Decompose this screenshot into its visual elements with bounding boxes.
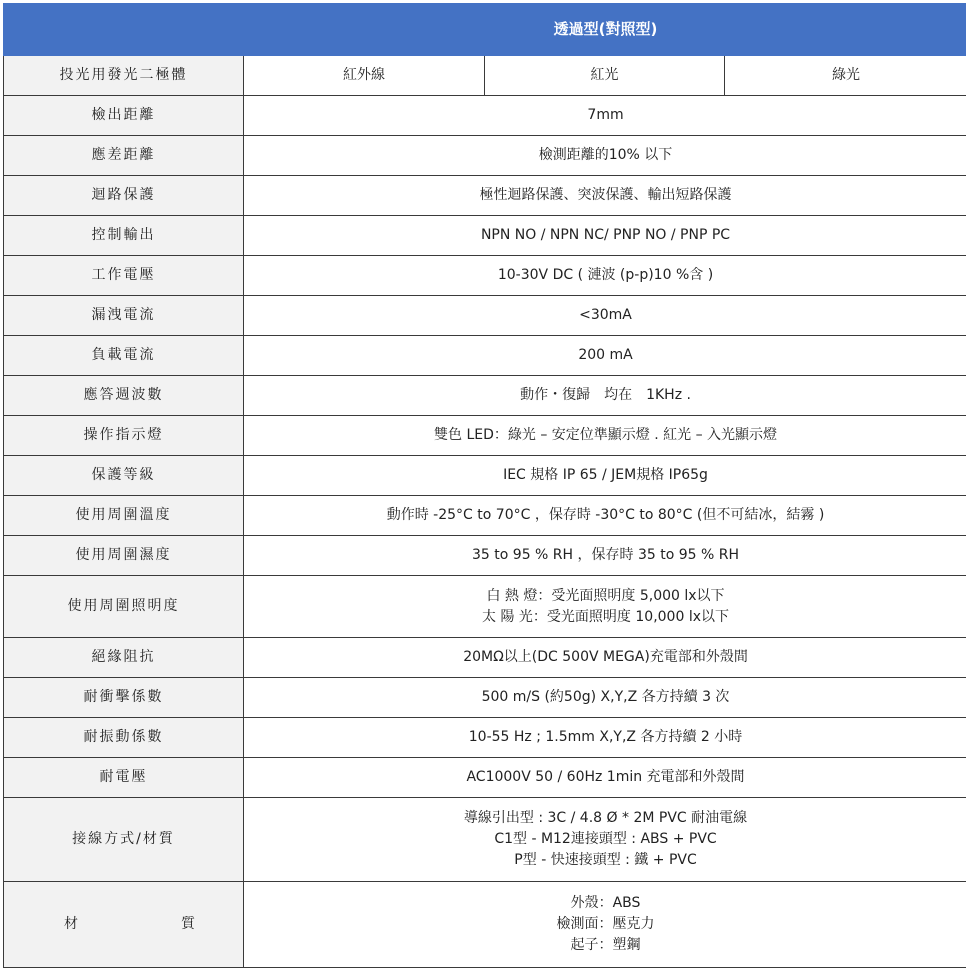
- material-line: 外殼：ABS: [570, 895, 641, 911]
- row-value: 10-55 Hz ; 1.5mm X,Y,Z 各方持續 2 小時: [244, 718, 966, 758]
- row-label: 應答週波數: [4, 376, 244, 416]
- row-label: 使用周圍溫度: [4, 496, 244, 536]
- row-label: 控制輸出: [4, 216, 244, 256]
- table-row: [4, 758, 966, 798]
- row-value: [244, 882, 966, 968]
- material-line: 起子：塑鋼: [570, 937, 641, 953]
- row-value: <30mA: [244, 296, 966, 336]
- row-value: 極性迴路保護、突波保護、輸出短路保護: [244, 176, 966, 216]
- wiring-line: C1型 - M12連接頭型 : ABS + PVC: [494, 831, 717, 847]
- row-value: 雙色 LED：綠光 – 安定位準顯示燈 . 紅光 – 入光顯示燈: [244, 416, 966, 456]
- row-label: 漏洩電流: [4, 296, 244, 336]
- row-label: 操作指示燈: [4, 416, 244, 456]
- table-row: [4, 176, 966, 216]
- header-row: [4, 4, 966, 56]
- table-row: [4, 336, 966, 376]
- table-row-illuminance: [4, 576, 966, 638]
- row-value: IEC 規格 IP 65 / JEM規格 IP65g: [244, 456, 966, 496]
- row-label: 使用周圍濕度: [4, 536, 244, 576]
- material-line: 檢測面：壓克力: [556, 916, 655, 932]
- table-row-wiring: [4, 798, 966, 882]
- table-row: [4, 256, 966, 296]
- row-label: 絕緣阻抗: [4, 638, 244, 678]
- row-label: 使用周圍照明度: [4, 576, 244, 638]
- table-row: [4, 296, 966, 336]
- row-value: [244, 798, 966, 882]
- row-value: 20MΩ以上(DC 500V MEGA)充電部和外殼間: [244, 638, 966, 678]
- row-value: 200 mA: [244, 336, 966, 376]
- wiring-line: 導線引出型 : 3C / 4.8 Ø * 2M PVC 耐油電線: [463, 810, 748, 826]
- row-label: 耐振動係數: [4, 718, 244, 758]
- row-label: 耐衝擊係數: [4, 678, 244, 718]
- header-title: 透過型(對照型): [244, 4, 966, 56]
- row-value: 35 to 95 % RH ，保存時 35 to 95 % RH: [244, 536, 966, 576]
- illuminance-line: 白 熱 燈：受光面照明度 5,000 lx以下: [486, 587, 725, 604]
- row-label: 保護等級: [4, 456, 244, 496]
- row-label: [4, 882, 244, 968]
- table-row: [4, 536, 966, 576]
- table-row: [4, 638, 966, 678]
- row-value: 500 m/S (約50g) X,Y,Z 各方持續 3 次: [244, 678, 966, 718]
- row-label: 耐電壓: [4, 758, 244, 798]
- row-label: 負載電流: [4, 336, 244, 376]
- table-row: [4, 456, 966, 496]
- table-row: [4, 718, 966, 758]
- table-row: [4, 678, 966, 718]
- table-row: [4, 136, 966, 176]
- table-row: [4, 496, 966, 536]
- row-label: 迴路保護: [4, 176, 244, 216]
- row-value: 檢測距離的10% 以下: [244, 136, 966, 176]
- illuminance-line: 太 陽 光：受光面照明度 10,000 lx以下: [482, 608, 729, 625]
- row-value: [244, 576, 966, 638]
- material-label-right: 質: [181, 916, 195, 932]
- header-corner: [4, 4, 244, 56]
- table-row: [4, 216, 966, 256]
- light-option-infrared: 紅外線: [244, 56, 485, 96]
- row-value: 動作時 -25°C to 70°C ，保存時 -30°C to 80°C (但不可結冰，結霧 ): [244, 496, 966, 536]
- row-value: 動作・復歸 均在 1KHz .: [244, 376, 966, 416]
- row-value: NPN NO / NPN NC/ PNP NO / PNP PC: [244, 216, 966, 256]
- row-value: 7mm: [244, 96, 966, 136]
- row-label: 應差距離: [4, 136, 244, 176]
- table-row: [4, 416, 966, 456]
- row-label: 工作電壓: [4, 256, 244, 296]
- material-label-left: 材: [64, 916, 78, 932]
- spec-table: [3, 3, 966, 968]
- wiring-line: P型 - 快速接頭型 : 鐵 + PVC: [514, 852, 697, 868]
- table-row-light-source: [4, 56, 966, 96]
- row-value: 10-30V DC ( 漣波 (p-p)10 %含 ): [244, 256, 966, 296]
- table-row: [4, 96, 966, 136]
- row-label: 投光用發光二極體: [4, 56, 244, 96]
- row-value: AC1000V 50 / 60Hz 1min 充電部和外殼間: [244, 758, 966, 798]
- row-label: 接線方式/材質: [4, 798, 244, 882]
- light-option-red: 紅光: [485, 56, 725, 96]
- table-row: [4, 376, 966, 416]
- table-row-material: [4, 882, 966, 968]
- light-option-green: 綠光: [725, 56, 966, 96]
- row-label: 檢出距離: [4, 96, 244, 136]
